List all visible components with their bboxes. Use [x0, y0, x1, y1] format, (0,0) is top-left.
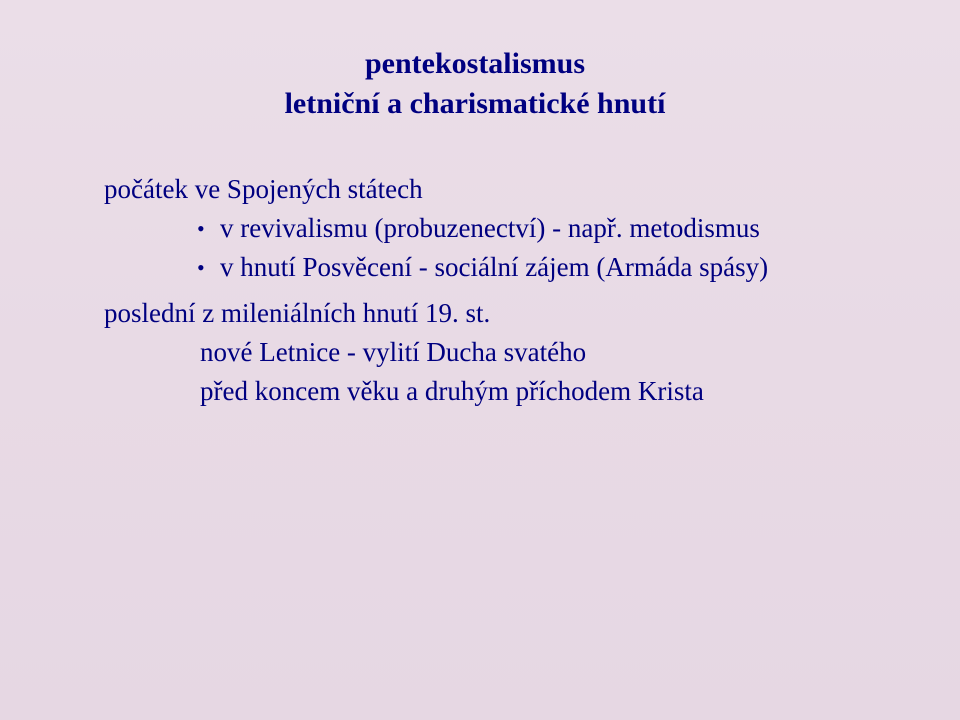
spacer	[104, 287, 944, 294]
section-2-line-2: před koncem věku a druhým příchodem Krista	[200, 376, 704, 406]
bullet-item-holiness	[104, 248, 944, 287]
section-2-line-1: nové Letnice - vylití Ducha svatého	[200, 337, 587, 367]
slide-title	[0, 44, 960, 124]
title-line-2: letniční a charismatické hnutí	[284, 87, 666, 120]
bullet-icon: •	[197, 255, 205, 280]
section-1-heading: počátek ve Spojených státech	[104, 174, 423, 204]
section-2-heading: poslední z mileniálních hnutí 19. st.	[104, 298, 491, 328]
bullet-icon: •	[197, 216, 205, 241]
bullet-item-revivalism	[104, 209, 944, 248]
slide-content	[104, 170, 944, 411]
bullet-text: v revivalismu (probuzenectví) - např. metodismus	[220, 213, 760, 243]
bullet-text: v hnutí Posvěcení - sociální zájem (Armáda spásy)	[220, 252, 769, 282]
title-line-1: pentekostalismus	[364, 47, 586, 80]
